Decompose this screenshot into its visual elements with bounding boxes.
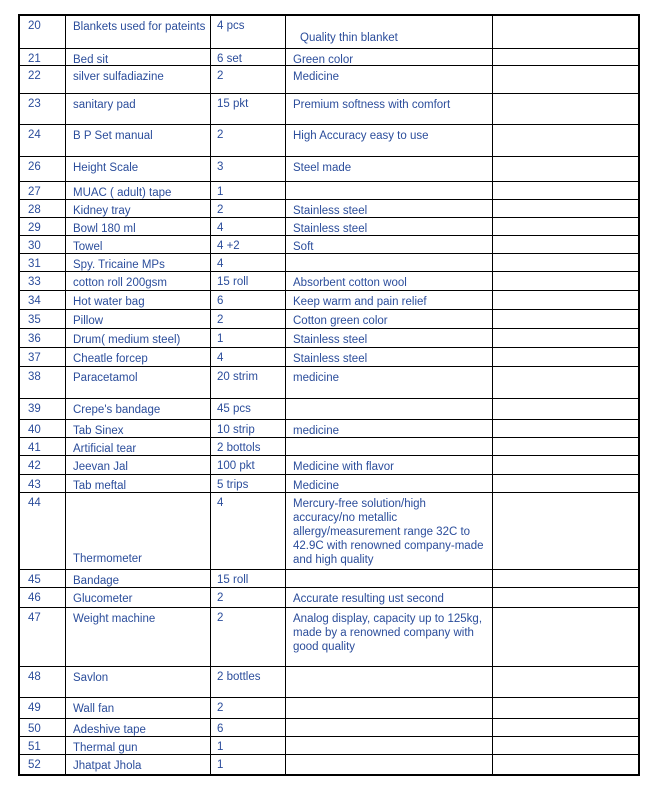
- item-name-cell: Savlon: [66, 667, 211, 697]
- item-name-cell: Blankets used for pateints: [66, 16, 211, 48]
- description-cell: [286, 570, 493, 587]
- empty-cell: [493, 291, 638, 309]
- empty-cell: [493, 570, 638, 587]
- description-cell: Cotton green color: [286, 310, 493, 328]
- item-name-cell: Thermal gun: [66, 737, 211, 754]
- quantity-cell: 2: [211, 66, 286, 93]
- table-row: [20, 608, 638, 667]
- row-number-cell: 49: [20, 698, 66, 718]
- row-number-cell: 44: [20, 493, 66, 569]
- table-row: [20, 755, 638, 774]
- table-row: [20, 420, 638, 438]
- item-name-cell: Adeshive tape: [66, 719, 211, 736]
- row-number-cell: 48: [20, 667, 66, 697]
- row-number-cell: 39: [20, 399, 66, 419]
- table-row: [20, 438, 638, 456]
- row-number-cell: 43: [20, 475, 66, 492]
- empty-cell: [493, 608, 638, 666]
- quantity-cell: 4: [211, 218, 286, 235]
- quantity-cell: 10 strip: [211, 420, 286, 437]
- empty-cell: [493, 182, 638, 199]
- item-name-cell: Kidney tray: [66, 200, 211, 217]
- quantity-cell: 2: [211, 588, 286, 607]
- table-row: [20, 182, 638, 200]
- description-cell: Keep warm and pain relief: [286, 291, 493, 309]
- table-row: [20, 456, 638, 475]
- description-cell: Absorbent cotton wool: [286, 272, 493, 290]
- row-number-cell: 23: [20, 94, 66, 124]
- description-cell: Premium softness with comfort: [286, 94, 493, 124]
- item-name-cell: Jeevan Jal: [66, 456, 211, 474]
- description-cell: Quality thin blanket: [286, 16, 493, 48]
- table-row: [20, 254, 638, 272]
- description-cell: [286, 438, 493, 455]
- table-row: [20, 310, 638, 329]
- item-name-cell: MUAC ( adult) tape: [66, 182, 211, 199]
- table-row: [20, 291, 638, 310]
- quantity-cell: 2: [211, 698, 286, 718]
- quantity-cell: 15 roll: [211, 272, 286, 290]
- description-cell: [286, 399, 493, 419]
- item-name-cell: sanitary pad: [66, 94, 211, 124]
- empty-cell: [493, 157, 638, 181]
- table-row: [20, 125, 638, 157]
- description-cell: Stainless steel: [286, 218, 493, 235]
- description-cell: medicine: [286, 367, 493, 398]
- quantity-cell: 4: [211, 493, 286, 569]
- empty-cell: [493, 348, 638, 366]
- item-name-cell: Bed sit: [66, 49, 211, 65]
- table-row: [20, 399, 638, 420]
- item-name-cell: Pillow: [66, 310, 211, 328]
- quantity-cell: 4: [211, 254, 286, 271]
- description-cell: Stainless steel: [286, 200, 493, 217]
- description-cell: Stainless steel: [286, 329, 493, 347]
- table-row: [20, 16, 638, 49]
- quantity-cell: 15 roll: [211, 570, 286, 587]
- table-row: [20, 200, 638, 218]
- row-number-cell: 50: [20, 719, 66, 736]
- empty-cell: [493, 272, 638, 290]
- empty-cell: [493, 125, 638, 156]
- item-name-cell: Hot water bag: [66, 291, 211, 309]
- item-name-cell: Jhatpat Jhola: [66, 755, 211, 774]
- item-name-cell: B P Set manual: [66, 125, 211, 156]
- empty-cell: [493, 367, 638, 398]
- description-cell: [286, 698, 493, 718]
- empty-cell: [493, 493, 638, 569]
- description-cell: Green color: [286, 49, 493, 65]
- item-name-cell: Spy. Tricaine MPs: [66, 254, 211, 271]
- table-row: [20, 367, 638, 399]
- quantity-cell: 1: [211, 755, 286, 774]
- item-name-cell: Artificial tear: [66, 438, 211, 455]
- quantity-cell: 20 strim: [211, 367, 286, 398]
- quantity-cell: 1: [211, 182, 286, 199]
- description-cell: [286, 737, 493, 754]
- row-number-cell: 24: [20, 125, 66, 156]
- empty-cell: [493, 737, 638, 754]
- row-number-cell: 27: [20, 182, 66, 199]
- row-number-cell: 51: [20, 737, 66, 754]
- description-cell: [286, 719, 493, 736]
- quantity-cell: 4: [211, 348, 286, 366]
- quantity-cell: 2: [211, 608, 286, 666]
- row-number-cell: 36: [20, 329, 66, 347]
- quantity-cell: 1: [211, 329, 286, 347]
- row-number-cell: 35: [20, 310, 66, 328]
- empty-cell: [493, 236, 638, 253]
- quantity-cell: 6: [211, 291, 286, 309]
- empty-cell: [493, 399, 638, 419]
- empty-cell: [493, 254, 638, 271]
- empty-cell: [493, 420, 638, 437]
- row-number-cell: 34: [20, 291, 66, 309]
- quantity-cell: 3: [211, 157, 286, 181]
- row-number-cell: 45: [20, 570, 66, 587]
- row-number-cell: 29: [20, 218, 66, 235]
- row-number-cell: 47: [20, 608, 66, 666]
- quantity-cell: 2 bottles: [211, 667, 286, 697]
- quantity-cell: 2: [211, 125, 286, 156]
- row-number-cell: 52: [20, 755, 66, 774]
- table-row: [20, 588, 638, 608]
- description-cell: Soft: [286, 236, 493, 253]
- quantity-cell: 6: [211, 719, 286, 736]
- empty-cell: [493, 588, 638, 607]
- description-cell: Medicine: [286, 66, 493, 93]
- empty-cell: [493, 49, 638, 65]
- table-row: [20, 475, 638, 493]
- description-cell: [286, 182, 493, 199]
- table-row: [20, 49, 638, 66]
- empty-cell: [493, 200, 638, 217]
- table-row: [20, 94, 638, 125]
- empty-cell: [493, 66, 638, 93]
- row-number-cell: 40: [20, 420, 66, 437]
- table-row: [20, 719, 638, 737]
- item-name-cell: Towel: [66, 236, 211, 253]
- quantity-cell: 2: [211, 200, 286, 217]
- table-row: [20, 236, 638, 254]
- empty-cell: [493, 456, 638, 474]
- table-row: [20, 698, 638, 719]
- description-cell: Steel made: [286, 157, 493, 181]
- description-cell: High Accuracy easy to use: [286, 125, 493, 156]
- empty-cell: [493, 16, 638, 48]
- table-row: [20, 348, 638, 367]
- description-cell: Medicine: [286, 475, 493, 492]
- table-row: [20, 66, 638, 94]
- description-cell: Medicine with flavor: [286, 456, 493, 474]
- empty-cell: [493, 698, 638, 718]
- row-number-cell: 26: [20, 157, 66, 181]
- row-number-cell: 46: [20, 588, 66, 607]
- empty-cell: [493, 438, 638, 455]
- item-name-cell: Bandage: [66, 570, 211, 587]
- item-name-cell: Tab Sinex: [66, 420, 211, 437]
- item-name-cell: cotton roll 200gsm: [66, 272, 211, 290]
- item-name-cell: Glucometer: [66, 588, 211, 607]
- empty-cell: [493, 475, 638, 492]
- description-cell: [286, 755, 493, 774]
- item-name-cell: Paracetamol: [66, 367, 211, 398]
- quantity-cell: 2: [211, 310, 286, 328]
- row-number-cell: 21: [20, 49, 66, 65]
- item-name-cell: Tab meftal: [66, 475, 211, 492]
- empty-cell: [493, 719, 638, 736]
- quantity-cell: 1: [211, 737, 286, 754]
- table-row: [20, 157, 638, 182]
- table-row: [20, 272, 638, 291]
- empty-cell: [493, 218, 638, 235]
- description-cell: [286, 254, 493, 271]
- row-number-cell: 41: [20, 438, 66, 455]
- row-number-cell: 28: [20, 200, 66, 217]
- empty-cell: [493, 755, 638, 774]
- table-row: [20, 218, 638, 236]
- table-row: [20, 329, 638, 348]
- description-cell: medicine: [286, 420, 493, 437]
- row-number-cell: 20: [20, 16, 66, 48]
- description-cell: [286, 667, 493, 697]
- description-cell: Accurate resulting ust second: [286, 588, 493, 607]
- empty-cell: [493, 329, 638, 347]
- row-number-cell: 31: [20, 254, 66, 271]
- description-cell: Mercury-free solution/high accuracy/no metallic allergy/measurement range 32C to 42.9C with renowned company-made and high quality: [286, 493, 493, 569]
- item-name-cell: Bowl 180 ml: [66, 218, 211, 235]
- quantity-cell: 45 pcs: [211, 399, 286, 419]
- item-name-cell: Thermometer: [66, 493, 211, 569]
- row-number-cell: 33: [20, 272, 66, 290]
- item-name-cell: Cheatle forcep: [66, 348, 211, 366]
- item-name-cell: silver sulfadiazine: [66, 66, 211, 93]
- row-number-cell: 22: [20, 66, 66, 93]
- item-name-cell: Crepe's bandage: [66, 399, 211, 419]
- quantity-cell: 4 +2: [211, 236, 286, 253]
- table-row: [20, 493, 638, 570]
- row-number-cell: 37: [20, 348, 66, 366]
- item-name-cell: Weight machine: [66, 608, 211, 666]
- table-row: [20, 737, 638, 755]
- quantity-cell: 5 trips: [211, 475, 286, 492]
- item-name-cell: Wall fan: [66, 698, 211, 718]
- description-cell: Stainless steel: [286, 348, 493, 366]
- quantity-cell: 4 pcs: [211, 16, 286, 48]
- table-row: [20, 667, 638, 698]
- table-row: [20, 570, 638, 588]
- quantity-cell: 100 pkt: [211, 456, 286, 474]
- empty-cell: [493, 667, 638, 697]
- item-name-cell: Height Scale: [66, 157, 211, 181]
- row-number-cell: 30: [20, 236, 66, 253]
- row-number-cell: 38: [20, 367, 66, 398]
- quantity-cell: 2 bottols: [211, 438, 286, 455]
- empty-cell: [493, 94, 638, 124]
- empty-cell: [493, 310, 638, 328]
- quantity-cell: 6 set: [211, 49, 286, 65]
- supplies-table: [18, 14, 640, 776]
- row-number-cell: 42: [20, 456, 66, 474]
- quantity-cell: 15 pkt: [211, 94, 286, 124]
- description-cell: Analog display, capacity up to 125kg, made by a renowned company with good quality: [286, 608, 493, 666]
- item-name-cell: Drum( medium steel): [66, 329, 211, 347]
